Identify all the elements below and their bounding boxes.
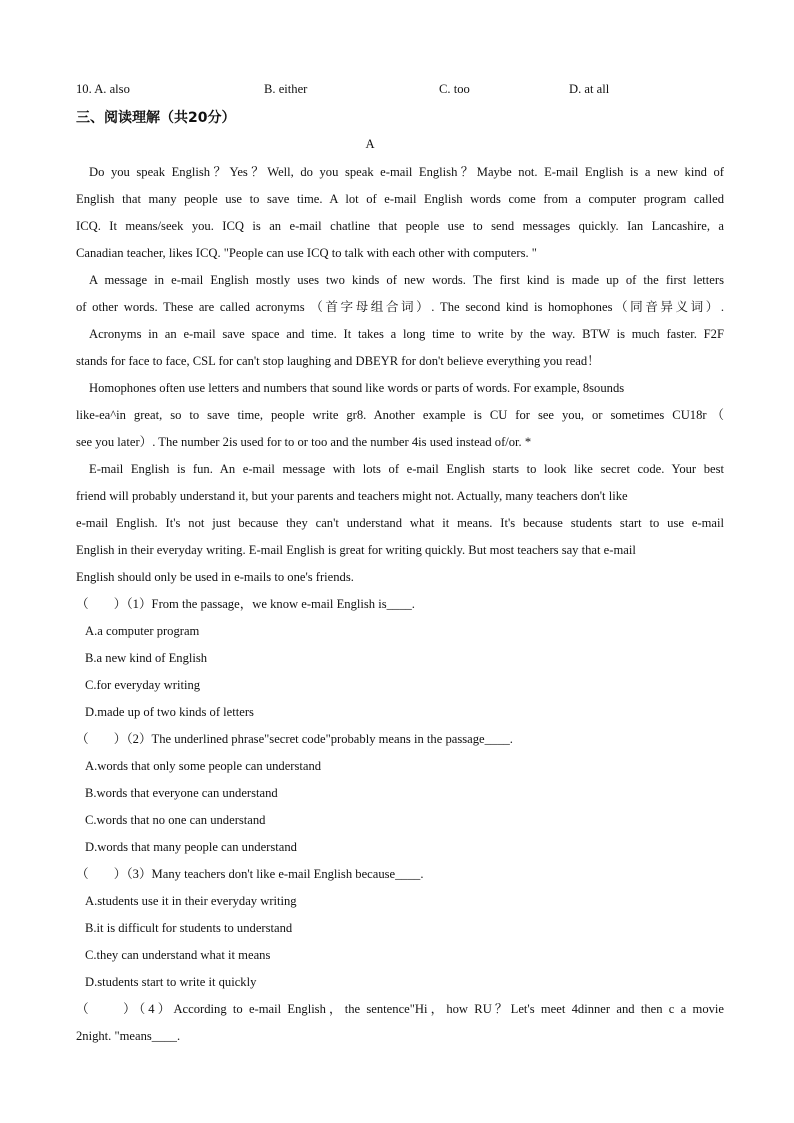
passage-line: English in their everyday writing. E-mail English is great for writing quickly. But most teachers say that e-mail — [76, 543, 636, 557]
question-1-option: B.a new kind of English — [85, 651, 208, 665]
question-3-option: C.they can understand what it means — [85, 948, 271, 962]
question-2-option: C.words that no one can understand — [85, 813, 266, 827]
question-1-option: C.for everyday writing — [85, 678, 201, 692]
section-title: 三、阅读理解（共20分） — [76, 110, 236, 126]
question-2-option: A.words that only some people can understand — [85, 759, 322, 773]
question-1-stem: （ ）（1）From the passage，we know e-mail English is____. — [76, 597, 415, 611]
question-4-stem: （ ）（4）According to e-mail English，the sentence"Hi，how RU？Let's meet 4dinner and then c a movie — [76, 1002, 724, 1016]
question-2-option: D.words that many people can understand — [85, 840, 297, 854]
question-10-option-b: B. either — [264, 82, 308, 96]
passage-line: English should only be used in e-mails to one's friends. — [76, 570, 354, 584]
question-1-option: A.a computer program — [85, 624, 200, 638]
passage-line: Homophones often use letters and numbers that sound like words or parts of words. For example, 8sounds — [89, 381, 625, 395]
question-10-option-a: 10. A. also — [76, 82, 130, 96]
question-3-option: A.students use it in their everyday writing — [85, 894, 297, 908]
passage-label: A — [365, 137, 375, 151]
passage-line: friend will probably understand it, but your parents and teachers might not. Actually, many teachers don't like — [76, 489, 628, 503]
question-3-option: D.students start to write it quickly — [85, 975, 257, 989]
passage-line: e-mail English. It's not just because they can't understand what it means. It's because students start to use e-mail — [76, 516, 724, 530]
question-10-options — [76, 82, 736, 100]
question-10-option-c: C. too — [439, 82, 470, 96]
question-3-option: B.it is difficult for students to understand — [85, 921, 293, 935]
passage-line: see you later）. The number 2is used for to or too and the number 4is used instead of/or. * — [76, 435, 532, 449]
passage-line: like-ea^in great, so to save time, people write gr8. Another example is CU for see you, or sometimes CU18r（ — [76, 408, 724, 422]
passage-line: Canadian teacher, likes ICQ. "People can use ICQ to talk with each other with computers. " — [76, 246, 537, 260]
passage-line: of other words. These are called acronyms （首字母组合词）. The second kind is homophones（同音异义词）. — [76, 300, 724, 314]
passage-line: English that many people use to save time. A lot of e-mail English words come from a computer program called — [76, 192, 724, 206]
passage-line: ICQ. It means/seek you. ICQ is an e-mail chatline that people use to send messages quickly. Ian Lancashire, a — [76, 219, 724, 233]
passage-line: E-mail English is fun. An e-mail message with lots of e-mail English starts to look like secret code. Your best — [89, 462, 724, 476]
question-2-option: B.words that everyone can understand — [85, 786, 278, 800]
passage-line: Acronyms in an e-mail save space and time. It takes a long time to write by the way. BTW is much faster. F2F — [89, 327, 724, 341]
question-4-stem-cont: 2night. "means____. — [76, 1029, 181, 1043]
passage-and-questions — [76, 163, 724, 1054]
question-10-option-d: D. at all — [569, 82, 610, 96]
passage-line: A message in e-mail English mostly uses two kinds of new words. The first kind is made up of the first letters — [89, 273, 724, 287]
passage-line: stands for face to face, CSL for can't stop laughing and DBEYR for don't believe everything you read！ — [76, 354, 600, 368]
question-1-option: D.made up of two kinds of letters — [85, 705, 254, 719]
question-2-stem: （ ）（2）The underlined phrase"secret code"probably means in the passage____. — [76, 732, 513, 746]
question-3-stem: （ ）（3）Many teachers don't like e-mail English because____. — [76, 867, 424, 881]
passage-line: Do you speak English？Yes？Well, do you speak e-mail English？Maybe not. E-mail English is a new kind of — [89, 165, 724, 179]
